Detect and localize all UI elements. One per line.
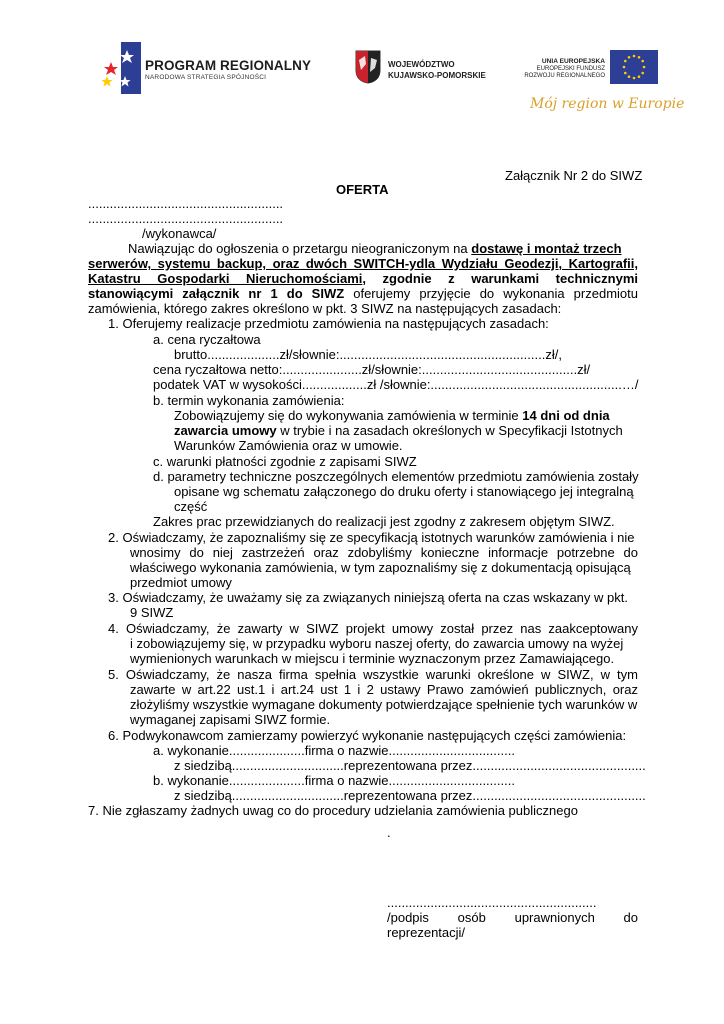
point-1b: b. termin wykonania zamówienia:	[153, 393, 345, 408]
point-1: 1. Oferujemy realizacje przedmiotu zamówienia na następujących zasadach:	[108, 316, 549, 331]
eu-line-3: ROZWOJU REGIONALNEGO	[524, 73, 605, 79]
point-6a-line-1: a. wykonanie.....................firma o nazwie...................................	[153, 743, 515, 758]
point-5-line-1: 5. Oświadczamy, że nasza firma spełnia wszystkie warunki określone w SIWZ, w tym	[108, 667, 638, 682]
point-1-scope: Zakres prac przewidzianych do realizacji jest zgodny z zakresem objętym SIWZ.	[153, 514, 615, 529]
point-5-line-4: wymaganej zapisami SIWZ formie.	[130, 712, 331, 727]
point-5-line-2: zawarte w art.22 ust.1 i art.24 ust 1 i 2 ustawy Prawo zamówień publicznych, oraz	[130, 682, 638, 697]
point-3-line-2: 9 SIWZ	[130, 605, 174, 620]
point-6a-line-2: z siedzibą...............................reprezentowana przez................................................	[174, 758, 646, 773]
intro-department: Katastru Gospodarki Nieruchomościami	[88, 271, 363, 286]
point-1b-line-1	[174, 408, 610, 423]
point-1a-vat: podatek VAT w wysokości..................zł /słownie:.....................................................…/	[153, 377, 639, 392]
eu-line-1: UNIA EUROPEJSKA	[541, 58, 605, 65]
point-6b-line-2: z siedzibą...............................reprezentowana przez................................................	[174, 788, 646, 803]
point-3-line-1: 3. Oświadczamy, że uważamy się za związanych niniejszą oferta na czas wskazany w pkt.	[108, 590, 628, 605]
point-2-line-3: właściwego wykonania zamówienia, w tym zapoznaliśmy się z dokumentacją opisującą	[130, 560, 631, 575]
eu-line-2: EUROPEJSKI FUNDUSZ	[536, 66, 605, 72]
point-2-line-4: przedmiot umowy	[130, 575, 232, 590]
intro-line-4	[88, 286, 638, 301]
region-line-1: WOJEWÓDZTWO	[388, 60, 455, 69]
point-1b-line-2	[174, 423, 623, 438]
eu-flag-icon	[610, 50, 658, 84]
intro-line-1	[128, 241, 638, 256]
intro-subject: dostawę i montaż trzech	[471, 241, 622, 256]
point-4-line-3: wymienionych warunkach w miejscu i terminie wyznaczonym przez Zamawiającego.	[130, 651, 615, 666]
point-1d-line-2: opisane wg schematu załączonego do druku oferty i stanowiącego jej integralną	[174, 484, 634, 499]
point-6: 6. Podwykonawcom zamierzamy powierzyć wykonanie następujących części zamówienia:	[108, 728, 627, 743]
contractor-dots-2: ......................................................	[88, 211, 284, 226]
deadline-days: 14 dni od dnia	[522, 408, 610, 423]
point-6b-line-1: b. wykonanie.....................firma o nazwie...................................	[153, 773, 515, 788]
intro-line-5: zamówienia, którego zakres określono w pkt. 3 SIWZ na następujących zasadach:	[88, 301, 562, 316]
separator-dot: .	[387, 825, 391, 840]
signature-dots: ..........................................................	[387, 895, 597, 910]
point-2-line-1: 2. Oświadczamy, że zapoznaliśmy się ze specyfikacją istotnych warunków zamówienia i nie	[108, 530, 635, 545]
program-subtitle: NARODOWA STRATEGIA SPÓJNOŚCI	[145, 74, 267, 81]
point-1d-line-1: d. parametry techniczne poszczególnych elementów przedmiotu zamówienia zostały	[153, 469, 639, 484]
point-1d-line-3: część	[174, 499, 208, 514]
point-7: 7. Nie zgłaszamy żadnych uwag co do procedury udzielania zamówienia publicznego	[88, 803, 578, 818]
point-4-line-2: i zobowiązujemy się, w przypadku wyboru naszej oferty, do zawarcia umowy na wyżej	[130, 636, 624, 651]
intro-annex: stanowiącymi załącznik nr 1 do SIWZ	[88, 286, 345, 301]
slogan: Mój region w Europie	[530, 96, 685, 112]
signature-label-line-2: reprezentacji/	[387, 925, 466, 940]
document-title: OFERTA	[336, 182, 389, 197]
point-4-line-1: 4. Oświadczamy, że zawarty w SIWZ projekt umowy został przez nas zaakceptowany	[108, 621, 638, 636]
deadline-mode: w trybie i na zasadach określonych w Specyfikacji Istotnych	[276, 423, 623, 438]
region-line-2: KUJAWSKO-POMORSKIE	[388, 71, 486, 80]
intro-line-2: serwerów, systemu backup, oraz dwóch SWITCH-ydla Wydziału Geodezji, Kartografii,	[88, 256, 638, 271]
deadline-contract: zawarcia umowy	[174, 423, 277, 438]
intro-offer: oferujemy przyjęcie do wykonania przedmiotu	[344, 286, 638, 301]
signature-label-line-1: /podpis osób uprawnionych do	[387, 910, 638, 925]
intro-text: Nawiązując do ogłoszenia o przetargu nieograniczonym na	[128, 241, 472, 256]
intro-conditions: , zgodnie z warunkami technicznymi	[362, 271, 639, 286]
contractor-dots-1: ......................................................	[88, 196, 284, 211]
point-5-line-3: złożyliśmy wszystkie wymagane dokumenty potwierdzające spełnienie tych warunków w	[130, 697, 638, 712]
program-regionalny-stars-icon	[97, 42, 141, 94]
point-1a-brutto: brutto....................zł/słownie:.........................................................zł/,	[174, 347, 562, 362]
point-1b-line-3: Warunków Zamówienia oraz w umowie.	[174, 438, 403, 453]
coat-of-arms-icon	[355, 50, 381, 84]
intro-line-3	[88, 271, 638, 286]
point-2-line-2: wnosimy do niej zastrzeżeń oraz zdobyliśmy konieczne informacje potrzebne do	[130, 545, 638, 560]
point-1a: a. cena ryczałtowa	[153, 332, 261, 347]
deadline-text: Zobowiązujemy się do wykonywania zamówienia w terminie	[174, 408, 523, 423]
point-1a-netto: cena ryczałtowa netto:......................zł/słownie:...........................................zł/	[153, 362, 591, 377]
attachment-label: Załącznik Nr 2 do SIWZ	[505, 168, 643, 183]
program-title: PROGRAM REGIONALNY	[145, 58, 312, 73]
point-1c: c. warunki płatności zgodnie z zapisami SIWZ	[153, 454, 417, 469]
contractor-label: /wykonawca/	[142, 226, 217, 241]
